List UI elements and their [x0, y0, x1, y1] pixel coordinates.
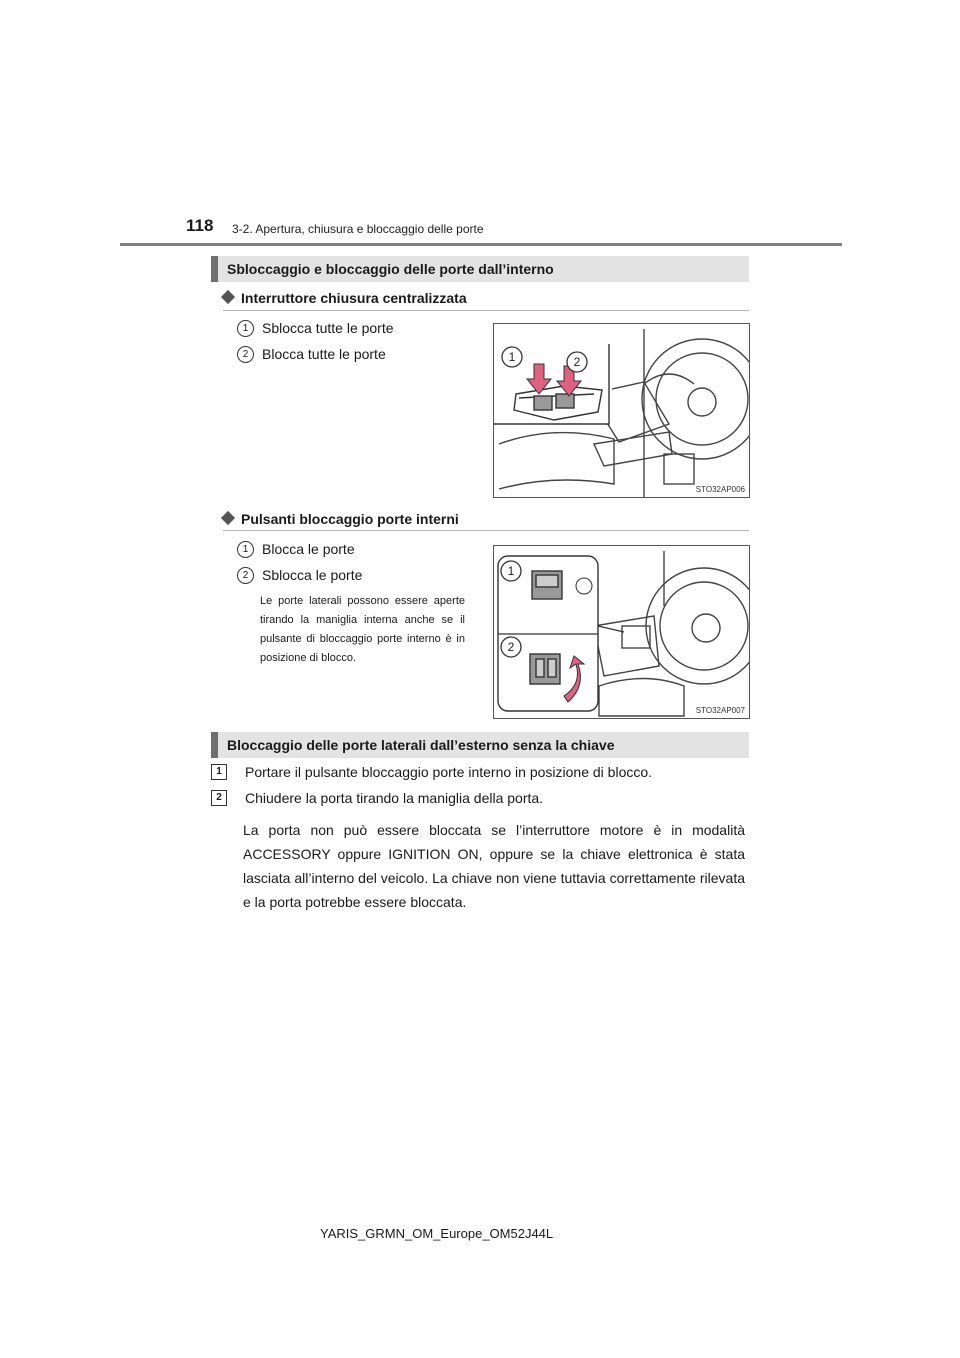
- step-number: 2: [211, 790, 227, 806]
- section-heading: Bloccaggio delle porte laterali dall’esterno senza la chiave: [211, 732, 749, 758]
- subheading-rule: [223, 310, 749, 311]
- header-rule: [120, 243, 842, 246]
- svg-text:1: 1: [508, 350, 516, 364]
- step-text: Chiudere la porta tirando la maniglia della porta.: [245, 790, 544, 806]
- step-item: [211, 764, 652, 780]
- illustration-inside-lock-buttons: [493, 545, 750, 719]
- diamond-icon: [221, 290, 235, 304]
- item-text: Blocca tutte le porte: [262, 346, 386, 362]
- list-item: [237, 567, 362, 584]
- section-heading: Sbloccaggio e bloccaggio delle porte dall’interno: [211, 256, 749, 282]
- list-item: [237, 320, 394, 337]
- item-text: Blocca le porte: [262, 541, 355, 557]
- list-item: [237, 346, 386, 363]
- list-item: [237, 541, 355, 558]
- circled-number: 1: [237, 320, 254, 337]
- svg-text:2: 2: [573, 355, 581, 369]
- subheading-text: Pulsanti bloccaggio porte interni: [241, 511, 459, 527]
- subheading-rule: [223, 530, 749, 531]
- subheading-text: Interruttore chiusura centralizzata: [241, 290, 467, 306]
- illustration-code: STO32AP007: [695, 706, 745, 715]
- step-text: Portare il pulsante bloccaggio porte interno in posizione di blocco.: [245, 764, 653, 780]
- step-number: 1: [211, 764, 227, 780]
- circled-number: 2: [237, 567, 254, 584]
- circled-number: 1: [237, 541, 254, 558]
- footer-doc-id: YARIS_GRMN_OM_Europe_OM52J44L: [320, 1226, 554, 1241]
- subheading-central-lock: [223, 290, 467, 306]
- lock-button-drawing: [494, 546, 750, 719]
- svg-text:1: 1: [507, 564, 515, 578]
- body-paragraph: La porta non può essere bloccata se l’interruttore motore è in modalità ACCESSORY oppure IGNITION ON, oppure se la chiave elettronica è stata lasciata all’interno del veicolo. La chiave non viene tuttavia correttamente rilevata e la porta potrebbe essere bloccata.: [243, 822, 745, 910]
- illustration-code: STO32AP006: [695, 485, 745, 494]
- note-text: Le porte laterali possono essere aperte tirando la maniglia interna anche se il pulsante di bloccaggio porte interno è in posizione di blocco.: [260, 595, 465, 664]
- svg-text:2: 2: [507, 640, 515, 654]
- item-text: Sblocca tutte le porte: [262, 320, 394, 336]
- illustration-central-lock-switch: [493, 323, 750, 498]
- door-switch-drawing: [494, 324, 750, 498]
- item-text: Sblocca le porte: [262, 567, 363, 583]
- diamond-icon: [221, 511, 235, 525]
- step-item: [211, 790, 543, 806]
- page-number: 118: [186, 216, 214, 235]
- circled-number: 2: [237, 346, 254, 363]
- chapter-title: 3-2. Apertura, chiusura e bloccaggio delle porte: [232, 222, 484, 236]
- subheading-inside-lock-buttons: [223, 511, 459, 527]
